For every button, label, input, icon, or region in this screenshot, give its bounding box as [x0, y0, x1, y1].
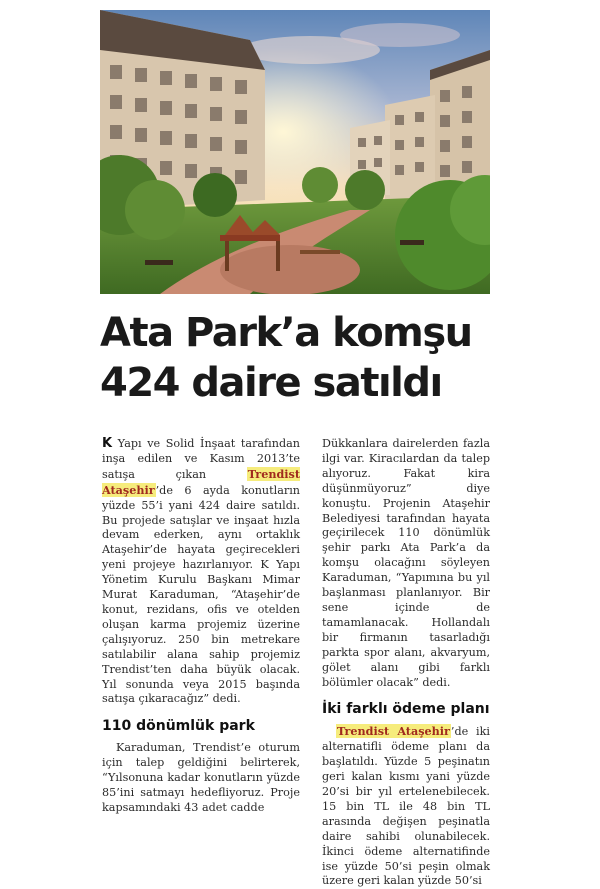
article-column-right [322, 437, 490, 889]
paragraph-payment [322, 724, 490, 889]
payment-text: ’de iki alternatifli ödeme planı da başlatıldı. Yüzde 5 peşinatın geri kalan kısmı yani yüzde 20’si bir yıl ertelenebilecek. 15 bin TL ile 48 bin TL arasında değişen peşinatla daire sahibi olunabilecek. İkinci ödeme alternatifinde ise yüzde 50’si peşin olmak üzere geri kalan yüzde 50’si [322, 725, 490, 888]
intro-text-b: ’de 6 ayda konutların yüzde 55’i yani 424 daire satıldı. Bu projede satışlar ve inşaat hızla devam ederken, aynı ortaklık Ataşehir’de hayata geçirecekleri yeni projeye hazırlanıyor. K Yapı Yönetim Kurulu Başkanı Mimar Murat Karaduman, “Ataşehir’de konut, rezidans, ofis ve otelden oluşan karma projemiz üzerine çalışıyoruz. 250 bin metrekare satılabilir alana sahip projemiz Trendist’ten daha büyük olacak. Yıl sonunda veya 2015 başında satışa çıkaracağız” dedi. [102, 483, 300, 706]
headline-line-1: Ata Park’a komşu [100, 310, 472, 356]
subheading-park: 110 dönümlük park [102, 718, 255, 735]
paragraph-shops: Dükkanlara dairelerden fazla ilgi var. Kiracılardan da talep alıyoruz. Fakat kira düşünmüyoruz” diye konuştu. Projenin Ataşehir Belediyesi tarafından hayata geçirilecek 110 dönümlük şehir parkı Ata Park’a da komşu olacağını söyleyen Karaduman, “Yapımına bu yıl başlanması planlanıyor. Bir sene içinde de tamamlanacak. Hollandalı bir firmanın tasarladığı parkta spor alanı, akvaryum, gölet alanı gibi farklı bölümler olacak” dedi. [322, 437, 490, 689]
highlight-trendist-2: Trendist Ataşehir [337, 724, 450, 739]
paragraph-park: Karaduman, Trendist’e oturum için talep geldiğini belirterek, “Yılsonuna kadar konutların yüzde 85’ini satmayı hedefliyoruz. Proje kapsamındaki 43 adet cadde [102, 741, 300, 814]
headline [100, 308, 500, 408]
intro-text-a: Yapı ve Solid İnşaat tarafından inşa edilen ve Kasım 2013’te satışa çıkan [102, 437, 300, 481]
highlight-trendist: Trendist Ataşehir [102, 466, 300, 497]
paragraph-intro [102, 437, 300, 707]
drop-initial: K [102, 436, 113, 451]
article-column-left [102, 437, 300, 816]
subheading-payment: İki farklı ödeme planı [322, 701, 490, 718]
headline-line-2: 424 daire satıldı [100, 360, 442, 406]
housing-project-photo [100, 10, 490, 294]
